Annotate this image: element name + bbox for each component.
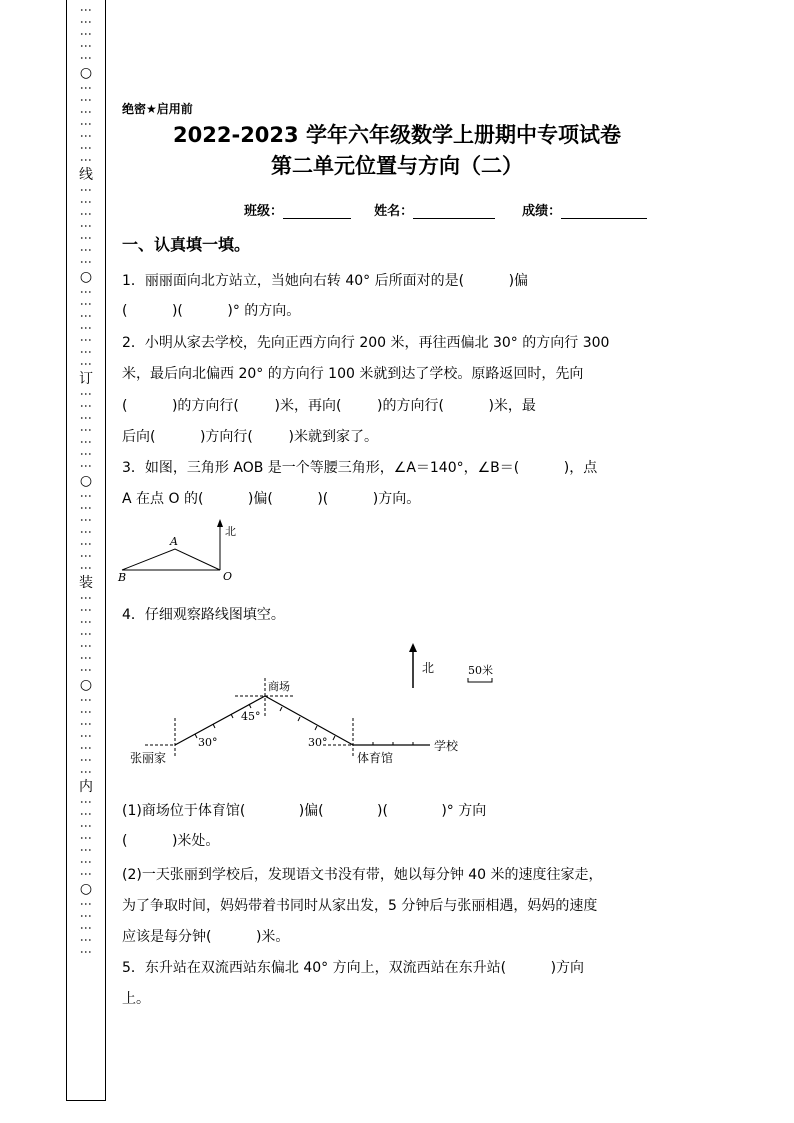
name-field[interactable]: [413, 204, 495, 219]
route-map: [120, 640, 493, 775]
q2-line-2: 米，最后向北偏西 20° 的方向行 100 米就到达了学校。原路返回时，先向: [122, 366, 584, 382]
name-label: 姓名：: [374, 204, 414, 219]
section-title: 一、认真填一填。: [122, 235, 251, 254]
point-b-label: B: [118, 571, 127, 584]
map-north-label: 北: [422, 661, 435, 675]
q3-line-1: 3．如图，三角形 AOB 是一个等腰三角形，∠A＝140°，∠B＝( )，点: [122, 460, 598, 476]
q4-line-1: 4．仔细观察路线图填空。: [122, 607, 285, 623]
confidential-mark: 绝密★启用前: [122, 102, 193, 116]
binding-circle-5: ○: [79, 881, 93, 897]
q4-1-line-2: ( )米处。: [122, 833, 220, 849]
q2-line-3: ( )的方向行( )米，再向( )的方向行( )米，最: [122, 398, 536, 414]
mall-label: 商场: [268, 680, 290, 693]
map-scale-label: 50米: [468, 664, 493, 677]
map-north-arrow-head: [409, 643, 417, 652]
binding-circle-2: ○: [79, 269, 93, 285]
q4-2-line-3: 应该是每分钟( )米。: [122, 929, 290, 945]
angle-45-label: 45°: [241, 710, 261, 723]
page-subtitle: 第二单元位置与方向（二）: [271, 154, 523, 178]
map-scale-bar: [468, 678, 492, 682]
binding-char-nei: 内: [79, 779, 93, 795]
class-label: 班级：: [244, 204, 284, 219]
north-arrow-head: [217, 519, 223, 527]
angle-30-gym-label: 30°: [308, 736, 328, 749]
school-label: 学校: [434, 739, 459, 753]
page-title: 2022-2023 学年六年级数学上册期中专项试卷: [173, 123, 621, 147]
binding-circle-3: ○: [79, 473, 93, 489]
q2-line-1: 2．小明从家去学校，先向正西方向行 200 米，再往西偏北 30° 的方向行 300: [122, 335, 610, 351]
class-field[interactable]: [283, 204, 351, 219]
score-field[interactable]: [561, 204, 647, 219]
q1-line-2: ( )( )° 的方向。: [122, 303, 301, 319]
fig1-north-label: 北: [225, 525, 236, 538]
point-o-label: O: [223, 570, 233, 583]
q4-1-line-1: (1)商场位于体育馆( )偏( )( )° 方向: [122, 803, 487, 819]
q4-2-line-2: 为了争取时间，妈妈带着书同时从家出发，5 分钟后与张丽相遇，妈妈的速度: [122, 898, 598, 914]
gym-label: 体育馆: [357, 751, 394, 765]
score-label: 成绩：: [522, 204, 562, 219]
q4-2-line-1: (2)一天张丽到学校后，发现语文书没有带，她以每分钟 40 米的速度往家走，: [122, 867, 603, 883]
angle-30-home-label: 30°: [198, 736, 218, 749]
home-label: 张丽家: [130, 751, 167, 765]
binding-marks: ⋮⋮⋮⋮⋮ ○ ⋮⋮⋮⋮⋮⋮⋮ 线 ⋮⋮⋮⋮⋮⋮⋮ ○ ⋮⋮⋮⋮⋮⋮⋮ 订 ⋮⋮⋮⋮⋮⋮⋮ ○ ⋮⋮⋮⋮⋮⋮⋮ 装 ⋮⋮⋮⋮⋮⋮⋮ ○ ⋮⋮⋮⋮⋮⋮⋮ 内 ⋮⋮⋮⋮⋮⋮⋮ ○ ⋮⋮⋮⋮⋮: [79, 4, 93, 958]
point-a-label: A: [170, 535, 178, 548]
binding-char-line: 线: [79, 167, 93, 183]
binding-circle-4: ○: [79, 677, 93, 693]
binding-circle-1: ○: [79, 65, 93, 81]
q2-line-4: 后向( )方向行( )米就到家了。: [122, 429, 378, 445]
triangle-aob: [122, 549, 220, 570]
q3-line-2: A 在点 O 的( )偏( )( )方向。: [122, 491, 421, 507]
binding-char-zhuang: 装: [79, 575, 93, 591]
q5-line-2: 上。: [122, 991, 150, 1007]
binding-char-ding: 订: [79, 371, 93, 387]
q5-line-1: 5．东升站在双流西站东偏北 40° 方向上，双流西站在东升站( )方向: [122, 960, 585, 976]
student-info: [244, 200, 647, 219]
triangle-figure: [110, 515, 250, 585]
q1-line-1: 1．丽丽面向北方站立，当她向右转 40° 后所面对的是( )偏: [122, 273, 529, 289]
